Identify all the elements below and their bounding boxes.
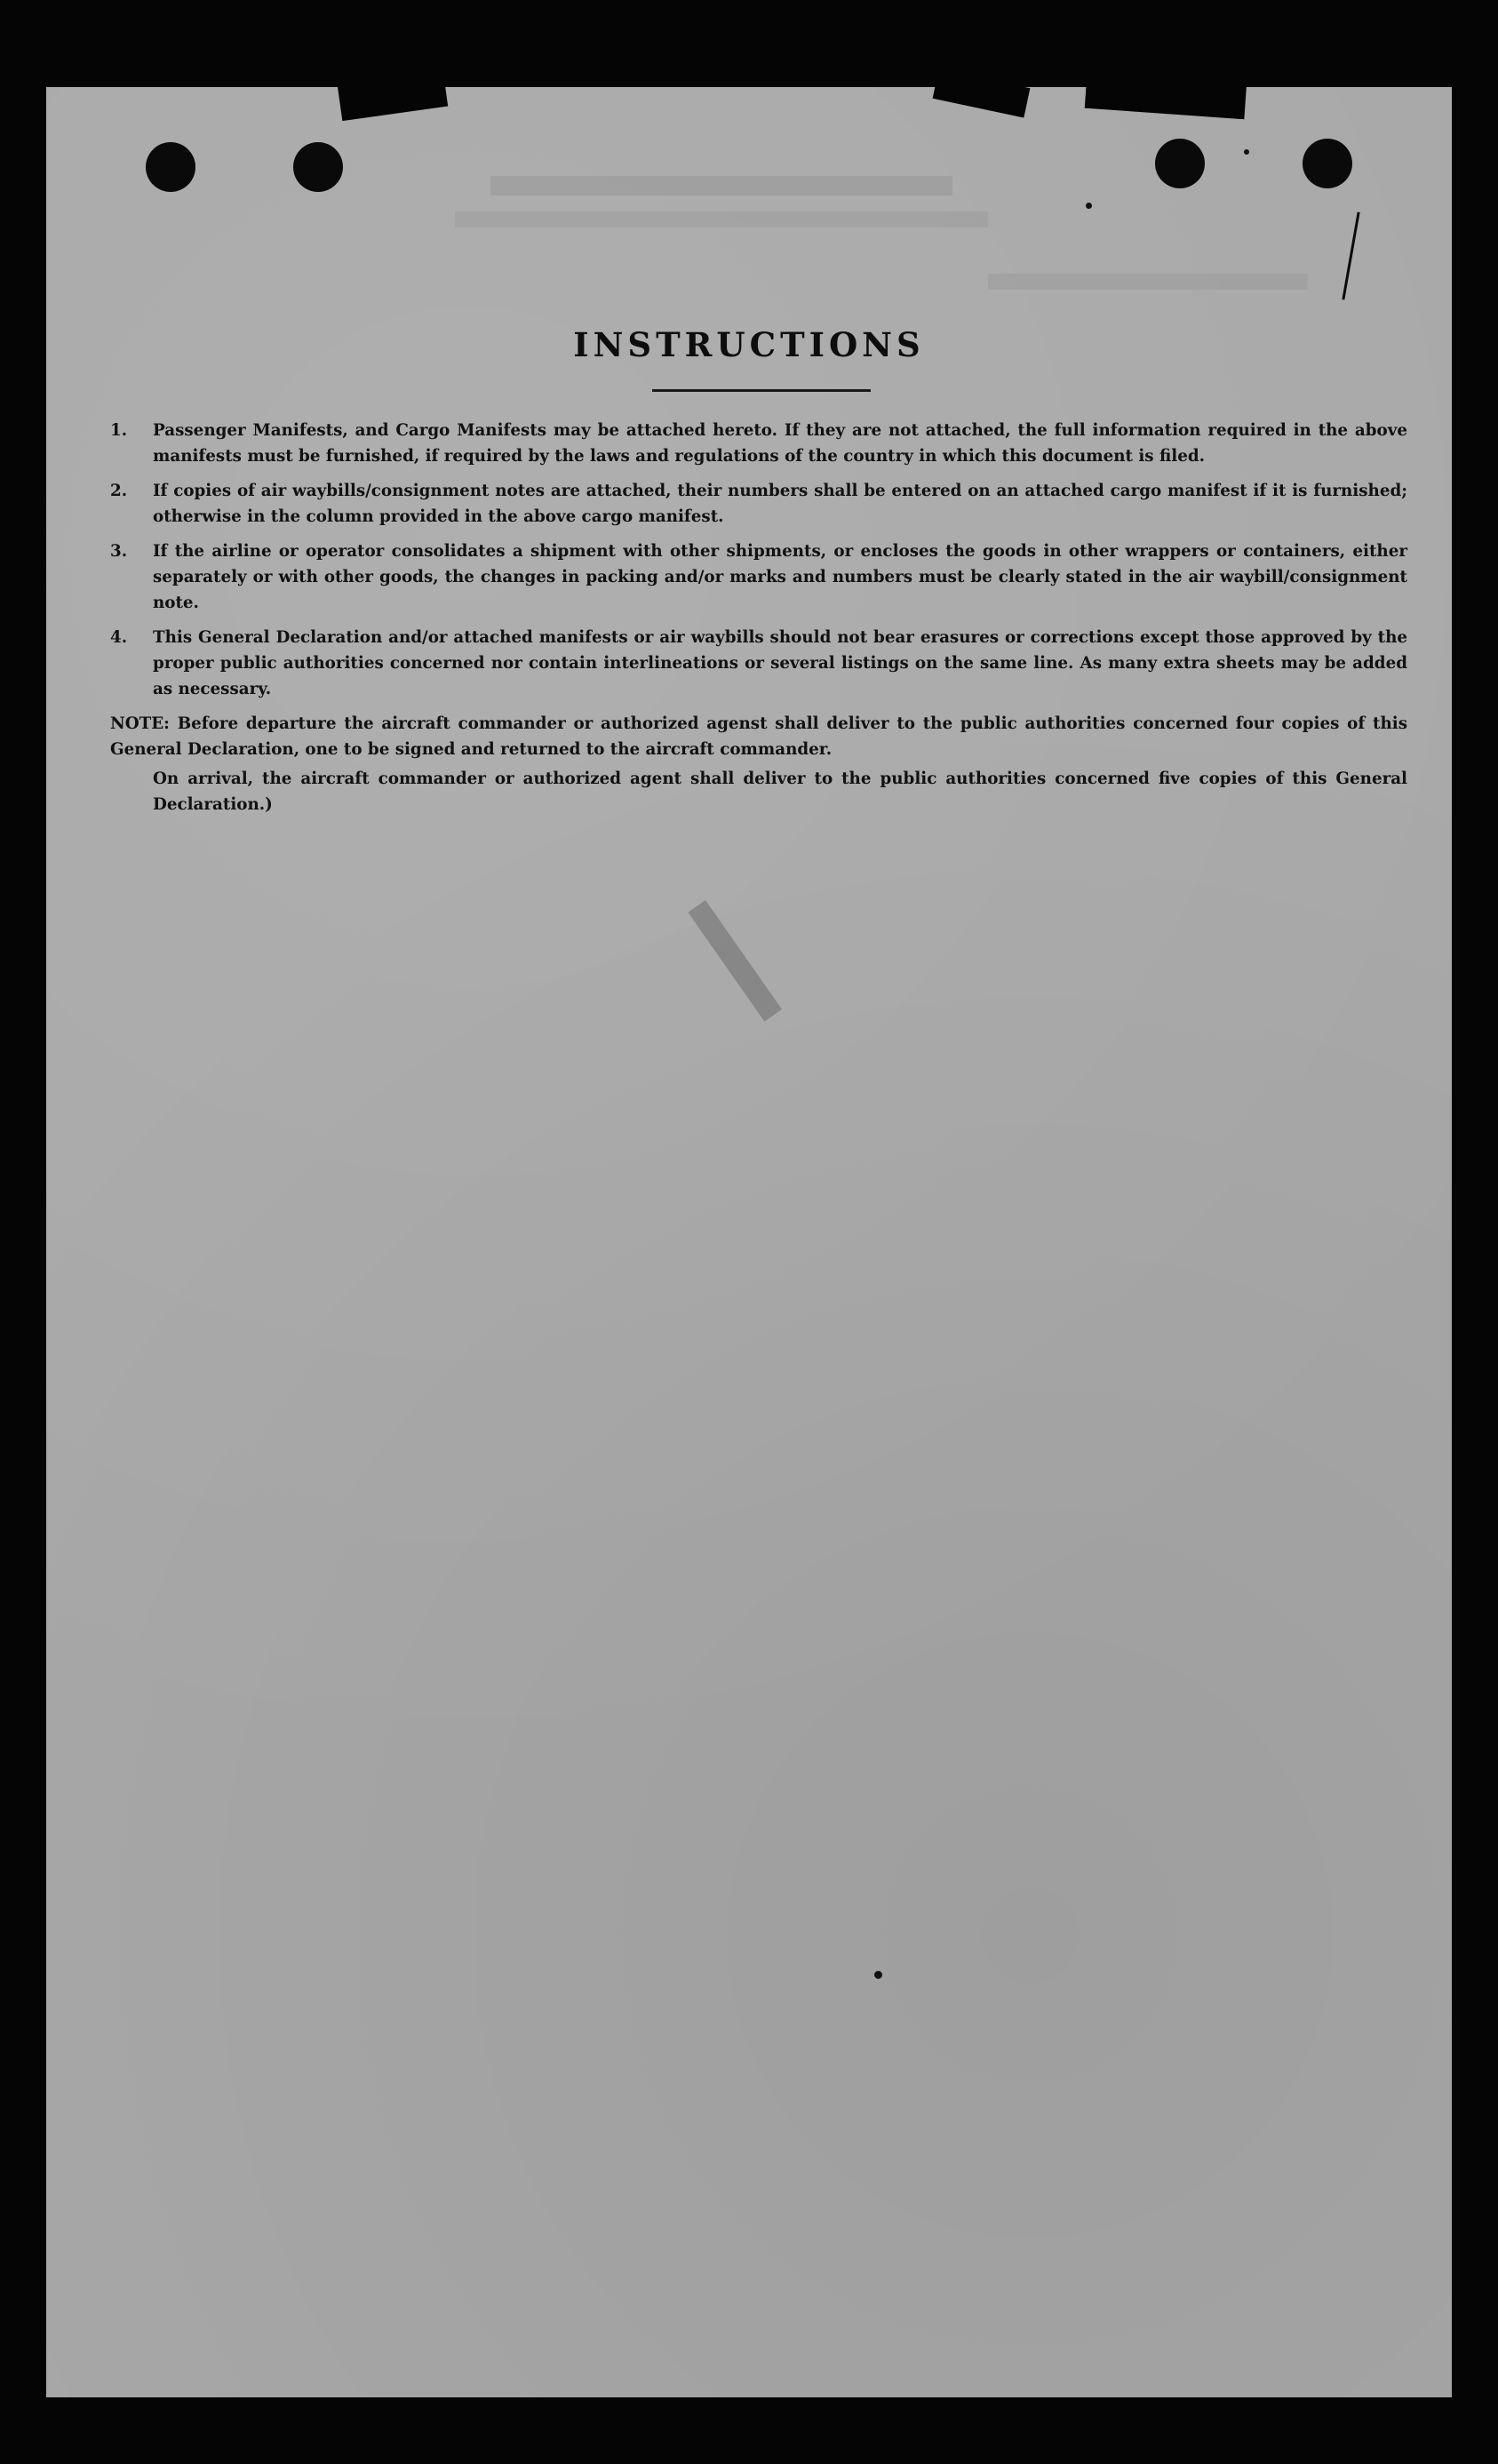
note-arrival-text: On arrival, the aircraft commander or authorized agent shall deliver to the public authorities concerned five copies of this General Declaration.) bbox=[153, 770, 1407, 814]
ink-dot bbox=[1244, 149, 1249, 155]
show-through-block bbox=[455, 211, 988, 227]
note-label: NOTE: bbox=[110, 714, 170, 733]
ink-dot bbox=[874, 1971, 882, 1979]
show-through-block bbox=[988, 274, 1308, 290]
item-text: If the airline or operator consolidates a shipment with other shipments, or encloses the goods in other wrappers or containers, either separately or with other goods, the changes in packing and/or marks and numbers must be clearly stated in the air waybill/consignment note. bbox=[153, 542, 1407, 612]
show-through-block bbox=[490, 176, 952, 195]
list-item bbox=[110, 538, 1407, 616]
page-title: INSTRUCTIONS bbox=[573, 325, 925, 364]
punch-hole-icon bbox=[1303, 139, 1352, 188]
item-number: 2. bbox=[110, 482, 128, 500]
item-number: 1. bbox=[110, 421, 128, 440]
document-page bbox=[46, 87, 1452, 2397]
note-block bbox=[110, 711, 1407, 762]
rubber-stamp-impression bbox=[688, 900, 782, 1022]
ink-dot bbox=[1086, 203, 1092, 209]
item-number: 3. bbox=[110, 542, 128, 561]
instructions-list bbox=[110, 418, 1407, 817]
punch-hole-icon bbox=[1155, 139, 1205, 188]
pen-mark bbox=[1342, 211, 1359, 299]
top-notch-right bbox=[1085, 87, 1247, 119]
item-number: 4. bbox=[110, 628, 128, 647]
list-item bbox=[110, 478, 1407, 530]
punch-hole-icon bbox=[293, 142, 343, 192]
list-item bbox=[110, 418, 1407, 469]
item-text: If copies of air waybills/consignment notes are attached, their numbers shall be entered on an attached cargo manifest if it is furnished; otherwise in the column provided in the above cargo manifest. bbox=[153, 482, 1407, 526]
item-text: This General Declaration and/or attached manifests or air waybills should not bear erasures or corrections except those approved by the proper public authorities concerned nor contain interlineations or several listings on the same line. As many extra sheets may be added as necessary. bbox=[153, 628, 1407, 698]
list-item bbox=[110, 625, 1407, 702]
top-notch-center bbox=[933, 87, 1031, 118]
note-text: Before departure the aircraft commander or authorized agenst shall deliver to the public authorities concerned four copies of this General Declaration, one to be signed and returned to the aircraft commander. bbox=[110, 714, 1407, 759]
title-underline bbox=[652, 389, 871, 392]
top-notch-left bbox=[338, 87, 448, 121]
item-text: Passenger Manifests, and Cargo Manifests may be attached hereto. If they are not attached, the full information required in the above manifests must be furnished, if required by the laws and regulations of the country in which this document is filed. bbox=[153, 421, 1407, 466]
punch-hole-icon bbox=[146, 142, 195, 192]
